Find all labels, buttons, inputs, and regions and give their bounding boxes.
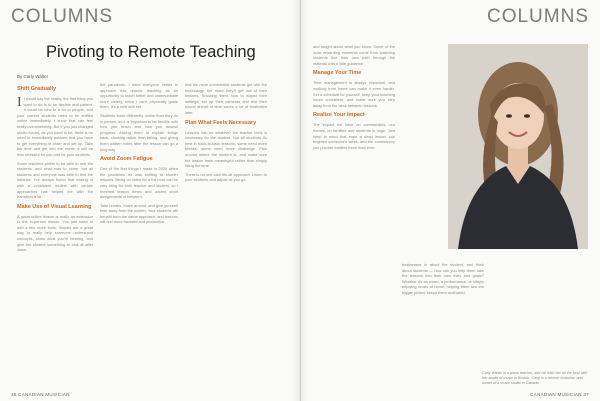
heading-zoom-fatigue: Avoid Zoom Fatigue	[100, 156, 153, 163]
heading-plan: Plan What Feels Necessary	[185, 119, 257, 126]
column-2-text-2: Students learn differently online than they do in person, so it is important to be flexible with how you teach and how you assess progress. Asking them to explain things back, showing rather than telling, and giving them written notes after the lesson can go a long way.	[100, 112, 178, 152]
heading-manage-time: Manage Your Time	[313, 70, 362, 77]
column-1-paragraph	[17, 96, 93, 158]
author-photo	[448, 44, 588, 249]
heading-shift-gradually: Shift Gradually	[17, 86, 57, 92]
heading-realize-impact: Realize Your Impact	[313, 112, 365, 119]
column-4-text-2: Time management is always important, and working from home can make it even harder. Set a schedule for yourself, keep your teaching hours consistent, and make sure you step away from the desk between lessons.	[313, 80, 395, 108]
column-2	[100, 82, 178, 228]
column-3-text-3: There is no one-size-fits-all approach. Listen to your students and adjust as you go.	[185, 171, 267, 183]
column-3-text-1: that the more comfortable students get with the technology, the more they'll get out of their lessons. Showing them how to adjust their settings, set up their cameras and test their sound ahead of time saves a lot of frustration later.	[185, 82, 267, 115]
portrait-illustration	[448, 44, 588, 249]
column-2-text-3: One of the first things I made in 2020 when the pandemic hit was shifting to shorter lessons. Being on video for a full hour can be very tiring for both teacher and student, so I trimmed lesson times and added short assignments in between.	[100, 166, 178, 200]
column-1-text-2: Some teachers prefer to be able to see the students, and what was to come, but all students and everyone was able to find the balance. I've always found that easing in with a consistent routine with certain approaches has helped me with the transition a lot.	[17, 160, 93, 200]
column-1-text-3: A great online lesson is really an extension to the in-person lesson. You just need to add a few more tools. Visuals are a great way to really help someone understand concepts, show what you're hearing, and give the student something to look at after class.	[17, 213, 93, 253]
page-gutter	[292, 0, 308, 401]
column-2-text-4: Take breaks, move around, and give yourself time away from the screen. Your students will benefit from the same approach, and lessons will feel more focused and productive.	[100, 202, 178, 225]
section-label-right: COLUMNS	[486, 6, 589, 27]
column-5-text-1: businesses in about the student, and think about students — how can you help them take the lessons into their own lives and goals? Whether it's an exam, a performance, or simply enjoying music at home, helping them see the bigger picture keeps them motivated.	[402, 262, 484, 295]
section-label-left: COLUMNS	[11, 6, 114, 27]
column-4-text-3: The impact we have on communities, our homes, on families and students is huge. Just keep in mind that even a short lesson can brighten someone's week, and the consistency you provide matters more than ever.	[313, 122, 395, 150]
column-1-text-1: I would say the reality, the first thing you want to do is to be flexible and patient. It could be new to a lot of people, and your current students need to be shifted online immediately. I know that can feel really overwhelming. But if you just changed studio forces, as you used to be, there is no need to immediately assume that you have to get everything in order and set up. Take the time and get into the mode; it will be less stressful for you and for your students.	[17, 96, 93, 157]
column-5	[402, 262, 484, 299]
heading-visual-learning: Make Use of Visual Learning	[17, 203, 92, 210]
byline: By Carly Walter	[17, 74, 49, 79]
column-1	[17, 82, 93, 256]
column-4-text-1: and taught about what you know. Some of the most rewarding moments come from watching students find their own path through the material with a little guidance.	[313, 44, 395, 66]
column-3	[185, 82, 267, 186]
article-title: Pivoting to Remote Teaching	[46, 43, 256, 61]
column-4	[313, 44, 395, 153]
column-3-text-2: Lessons can be whatever the teacher feels is necessary for the student. Not all students do best in back-to-back lessons; some need more breaks, some need more challenge. Plan around where the student is, and make sure the lesson feels meaningful rather than simply filling the time.	[185, 129, 267, 169]
photo-caption: Carly Walter is a piano teacher, and we wish her all the best with her studio of music in Boston. Carly is a remote instructor and owner of a music studio in Canada.	[482, 371, 588, 385]
footer-right: CANADIAN MUSICIAN 37	[530, 392, 589, 397]
footer-left: 38 CANADIAN MUSICIAN	[11, 392, 70, 397]
column-2-text-1: the pandemic, I think everyone needs to approach this remote teaching as an opportunity to teach better and communicate more clearly, since I can't physically guide them. It's a new skill set.	[100, 82, 178, 110]
dropcap: I	[17, 95, 22, 110]
